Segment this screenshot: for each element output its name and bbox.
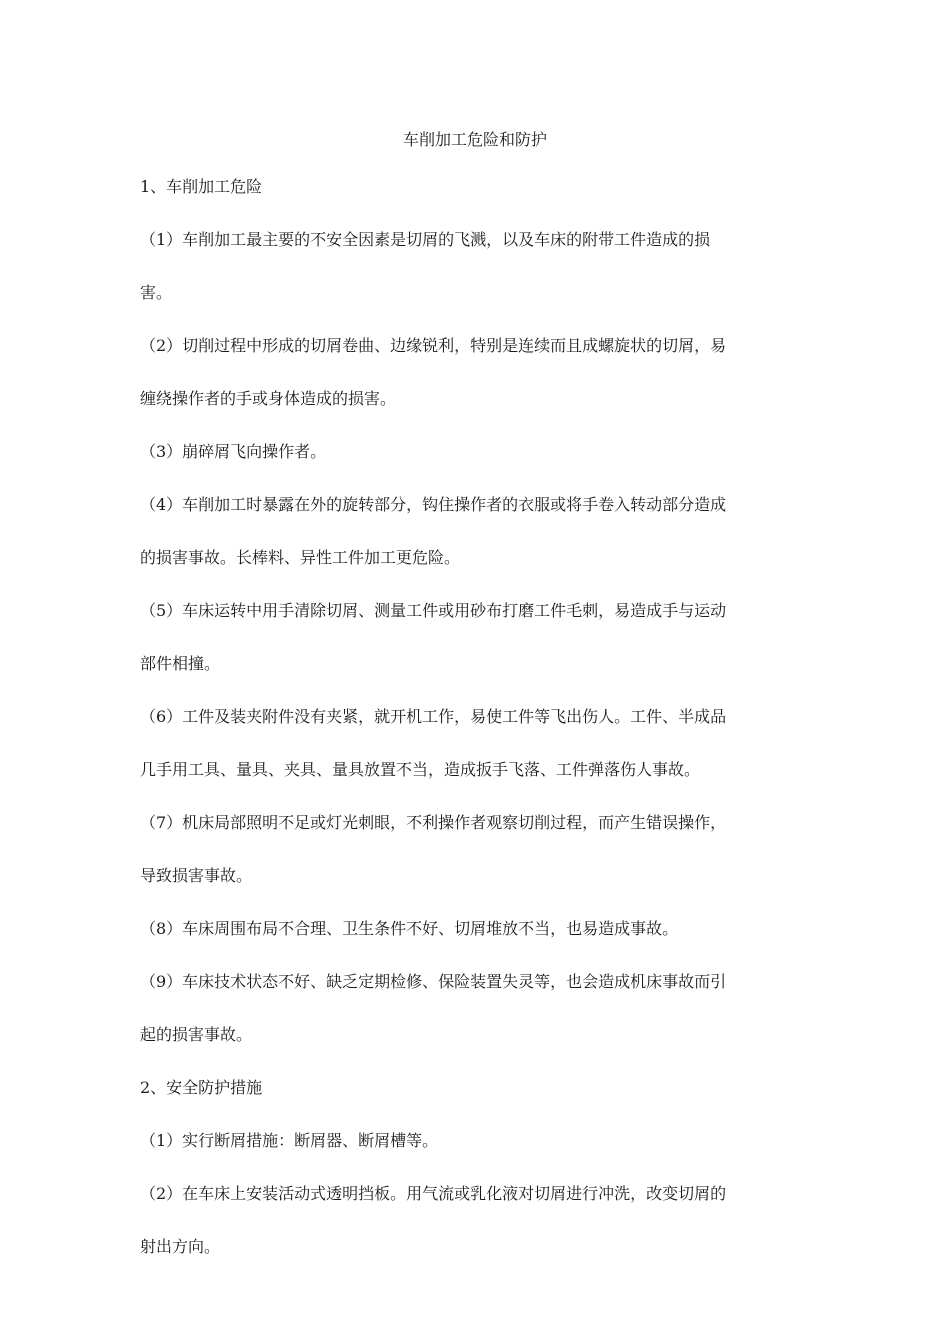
- paragraph-line: 害。: [140, 283, 173, 302]
- hazard-item-6: [140, 704, 820, 783]
- paragraph-line: （3）崩碎屑飞向操作者。: [140, 442, 327, 461]
- paragraph-line: （2）切削过程中形成的切屑卷曲、边缘锐利，特别是连续而且成螺旋状的切屑，易: [140, 336, 727, 355]
- protection-item-2: [140, 1181, 820, 1260]
- paragraph-line: （1）实行断屑措施：断屑器、断屑槽等。: [140, 1131, 439, 1150]
- document-body: [140, 174, 820, 1287]
- paragraph-line: 起的损害事故。: [140, 1025, 253, 1044]
- section-heading-hazards: 1、车削加工危险: [140, 177, 263, 196]
- paragraph-line: 部件相撞。: [140, 654, 221, 673]
- hazard-item-4: [140, 492, 820, 571]
- section-heading-protection: 2、安全防护措施: [140, 1078, 263, 1097]
- paragraph-line: 射出方向。: [140, 1237, 221, 1256]
- paragraph-line: （6）工件及装夹附件没有夹紧，就开机工作，易使工件等飞出伤人。工件、半成品: [140, 707, 727, 726]
- paragraph-line: 几手用工具、量具、夹具、量具放置不当，造成扳手飞落、工件弹落伤人事故。: [140, 760, 701, 779]
- hazard-item-1: [140, 227, 820, 306]
- protection-item-1: [140, 1128, 820, 1154]
- paragraph-line: （7）机床局部照明不足或灯光刺眼，不利操作者观察切削过程，而产生错误操作，: [140, 813, 727, 832]
- hazard-item-7: [140, 810, 820, 889]
- paragraph-line: （8）车床周围布局不合理、卫生条件不好、切屑堆放不当，也易造成事故。: [140, 919, 679, 938]
- paragraph-line: （1）车削加工最主要的不安全因素是切屑的飞溅，以及车床的附带工件造成的损: [140, 230, 711, 249]
- hazard-item-2: [140, 333, 820, 412]
- hazard-item-8: [140, 916, 820, 942]
- paragraph-line: 缠绕操作者的手或身体造成的损害。: [140, 389, 397, 408]
- paragraph-line: （4）车削加工时暴露在外的旋转部分，钩住操作者的衣服或将手卷入转动部分造成: [140, 495, 727, 514]
- hazard-item-3: [140, 439, 820, 465]
- paragraph-line: （2）在车床上安装活动式透明挡板。用气流或乳化液对切屑进行冲洗，改变切屑的: [140, 1184, 727, 1203]
- paragraph-line: 导致损害事故。: [140, 866, 253, 885]
- paragraph-line: （9）车床技术状态不好、缺乏定期检修、保险装置失灵等，也会造成机床事故而引: [140, 972, 727, 991]
- hazard-item-9: [140, 969, 820, 1048]
- hazard-item-5: [140, 598, 820, 677]
- paragraph-line: （5）车床运转中用手清除切屑、测量工件或用砂布打磨工件毛刺，易造成手与运动: [140, 601, 727, 620]
- document-title: 车削加工危险和防护: [402, 130, 547, 149]
- paragraph-line: 的损害事故。长棒料、异性工件加工更危险。: [140, 548, 461, 567]
